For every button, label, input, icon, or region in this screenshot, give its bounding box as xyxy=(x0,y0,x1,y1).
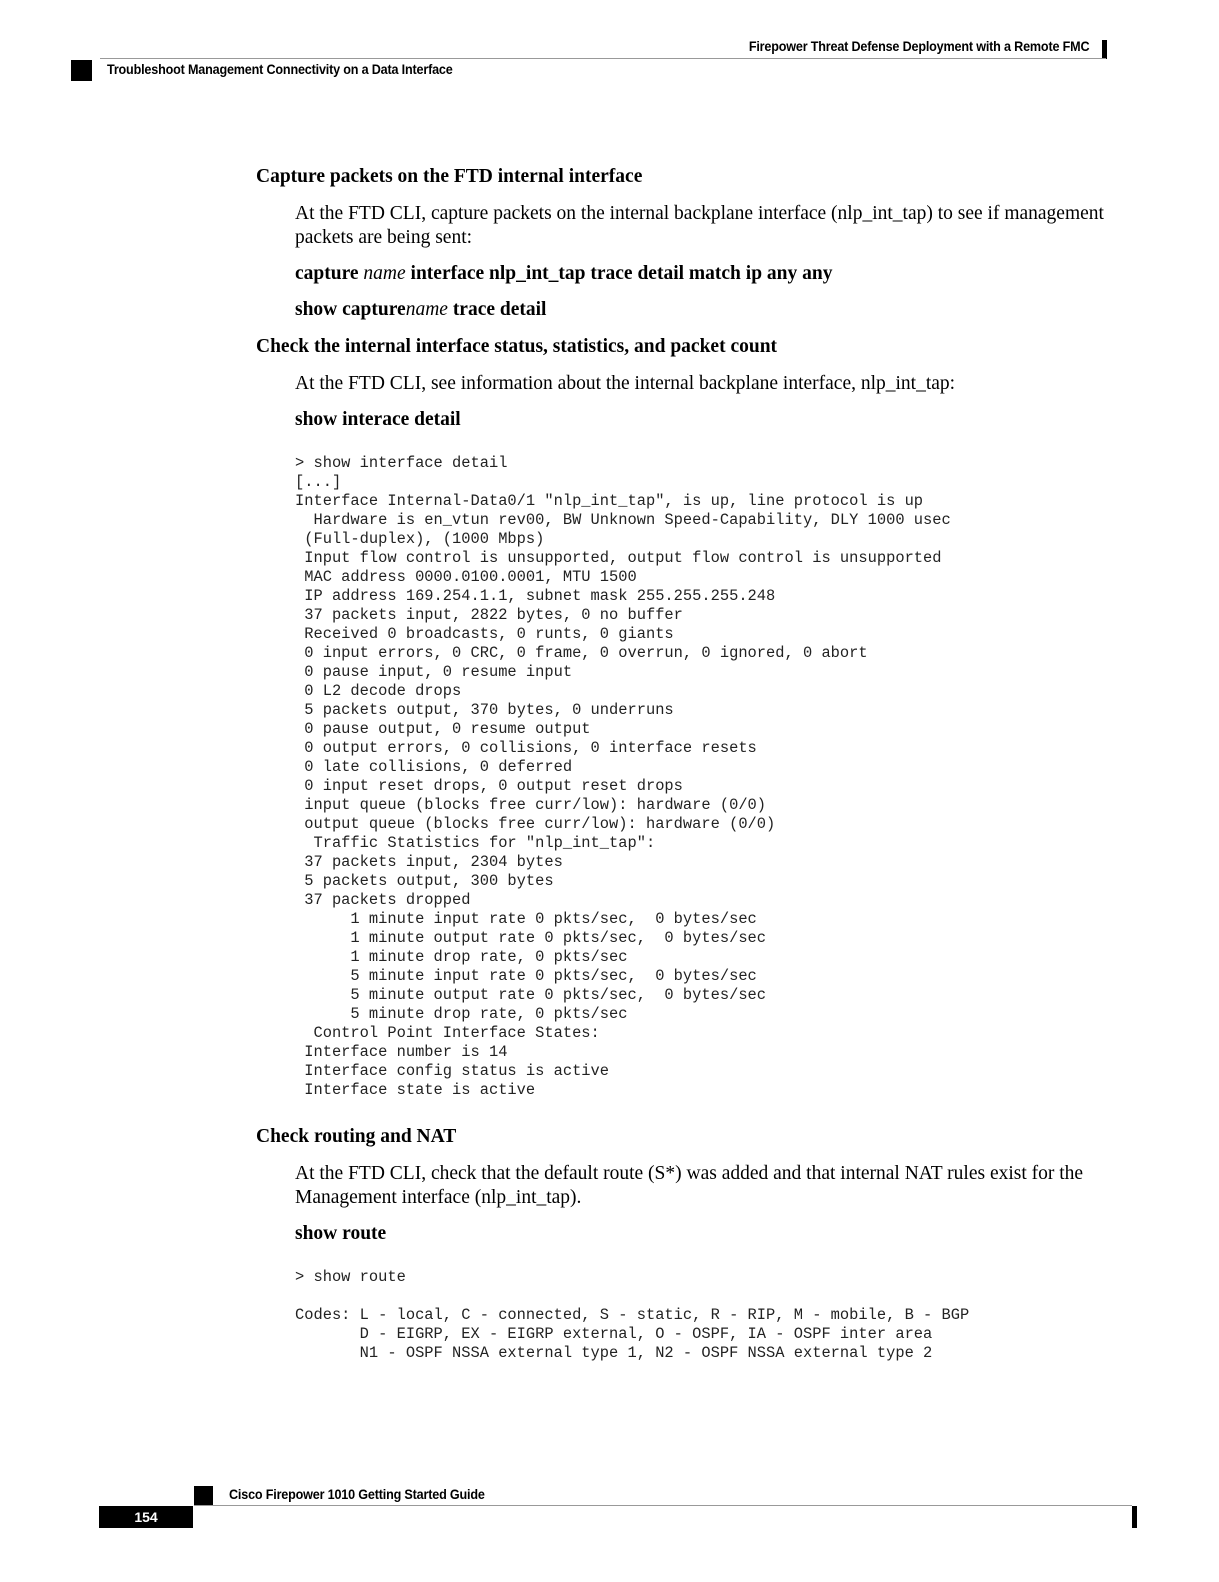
header-right-bar xyxy=(1102,40,1107,59)
cmd-argument: name xyxy=(405,299,448,320)
section-heading-capture: Capture packets on the FTD internal interface xyxy=(256,166,643,187)
show-interface-command: show interace detail xyxy=(295,409,461,430)
capture-description: At the FTD CLI, capture packets on the internal backplane interface (nlp_int_tap) to see if management packets are being sent: xyxy=(295,203,1104,248)
header-chapter-title: Troubleshoot Management Connectivity on a Data Interface xyxy=(107,61,453,77)
footer-block xyxy=(194,1486,213,1505)
interface-description: At the FTD CLI, see information about the internal backplane interface, nlp_int_tap: xyxy=(295,373,956,394)
route-cli-output: > show route Codes: L - local, C - connected, S - static, R - RIP, M - mobile, B - BGP D - EIGRP, EX - EIGRP external, O - OSPF, IA - OSPF inter area N1 - OSPF NSSA external type 1, N2 - OSPF NSSA external type 2 xyxy=(295,1268,970,1362)
header-left-block xyxy=(71,60,92,81)
routing-description: At the FTD CLI, check that the default route (S*) was added and that internal NAT rules exist for the Management interface (nlp_int_tap). xyxy=(295,1163,1084,1208)
footer-guide-title: Cisco Firepower 1010 Getting Started Guide xyxy=(229,1486,485,1502)
section-routing xyxy=(256,1124,1126,1363)
footer-right-bar xyxy=(1132,1506,1137,1528)
section-capture xyxy=(256,164,1126,322)
cmd-text: show capture xyxy=(295,299,406,320)
header-book-section: Firepower Threat Defense Deployment with a Remote FMC xyxy=(748,38,1089,54)
section-heading-routing: Check routing and NAT xyxy=(256,1126,457,1147)
section-interface xyxy=(256,334,1126,1100)
section-body-capture xyxy=(295,202,1126,322)
section-body-routing xyxy=(295,1162,1126,1363)
show-route-command: show route xyxy=(295,1223,387,1244)
interface-cli-output: > show interface detail [...] Interface Internal-Data0/1 "nlp_int_tap", is up, line protocol is up Hardware is en_vtun rev00, BW Unknown Speed-Capability, DLY 1000 usec (Full-duplex), (1000 Mbps) Input flow control is unsupported, output flow control is unsupported MAC address 0000.0100.0001, MTU 1500 IP address 169.254.1.1, subnet mask 255.255.255.248 37 packets input, 2822 bytes, 0 no buffer Received 0 broadcasts, 0 runts, 0 giants 0 input errors, 0 CRC, 0 frame, 0 overrun, 0 ignored, 0 abort 0 pause input, 0 resume input 0 L2 decode drops 5 packets output, 370 bytes, 0 underruns 0 pause output, 0 resume output 0 output errors, 0 collisions, 0 interface resets 0 late collisions, 0 deferred 0 input reset drops, 0 output reset drops input queue (blocks free curr/low): hardware (0/0) output queue (blocks free curr/low): hardware (0/0) Traffic Statistics for "nlp_int_tap": 37 packets input, 2304 bytes 5 packets output, 300 bytes 37 packets dropped 1 minute input rate 0 pkts/sec, 0 bytes/sec 1 minute output rate 0 pkts/sec, 0 bytes/sec 1 minute drop rate, 0 pkts/sec 5 minute input rate 0 pkts/sec, 0 bytes/sec 5 minute output rate 0 pkts/sec, 0 bytes/sec 5 minute drop rate, 0 pkts/sec Control Point Interface States: Interface number is 14 Interface config status is active Interface state is active xyxy=(295,454,951,1099)
cmd-text: interface nlp_int_tap trace detail match ip any any xyxy=(405,263,833,284)
cmd-text: trace detail xyxy=(447,299,547,320)
footer-rule xyxy=(194,1505,1132,1506)
section-heading-interface: Check the internal interface status, statistics, and packet count xyxy=(256,336,778,357)
header-rule xyxy=(100,58,1106,59)
capture-command xyxy=(295,262,1126,286)
show-capture-command xyxy=(295,298,1126,322)
section-body-interface xyxy=(295,372,1126,1100)
main-content xyxy=(256,164,1126,1387)
cmd-argument: name xyxy=(363,263,406,284)
page-number: 154 xyxy=(99,1506,193,1528)
cmd-text: capture xyxy=(295,263,364,284)
